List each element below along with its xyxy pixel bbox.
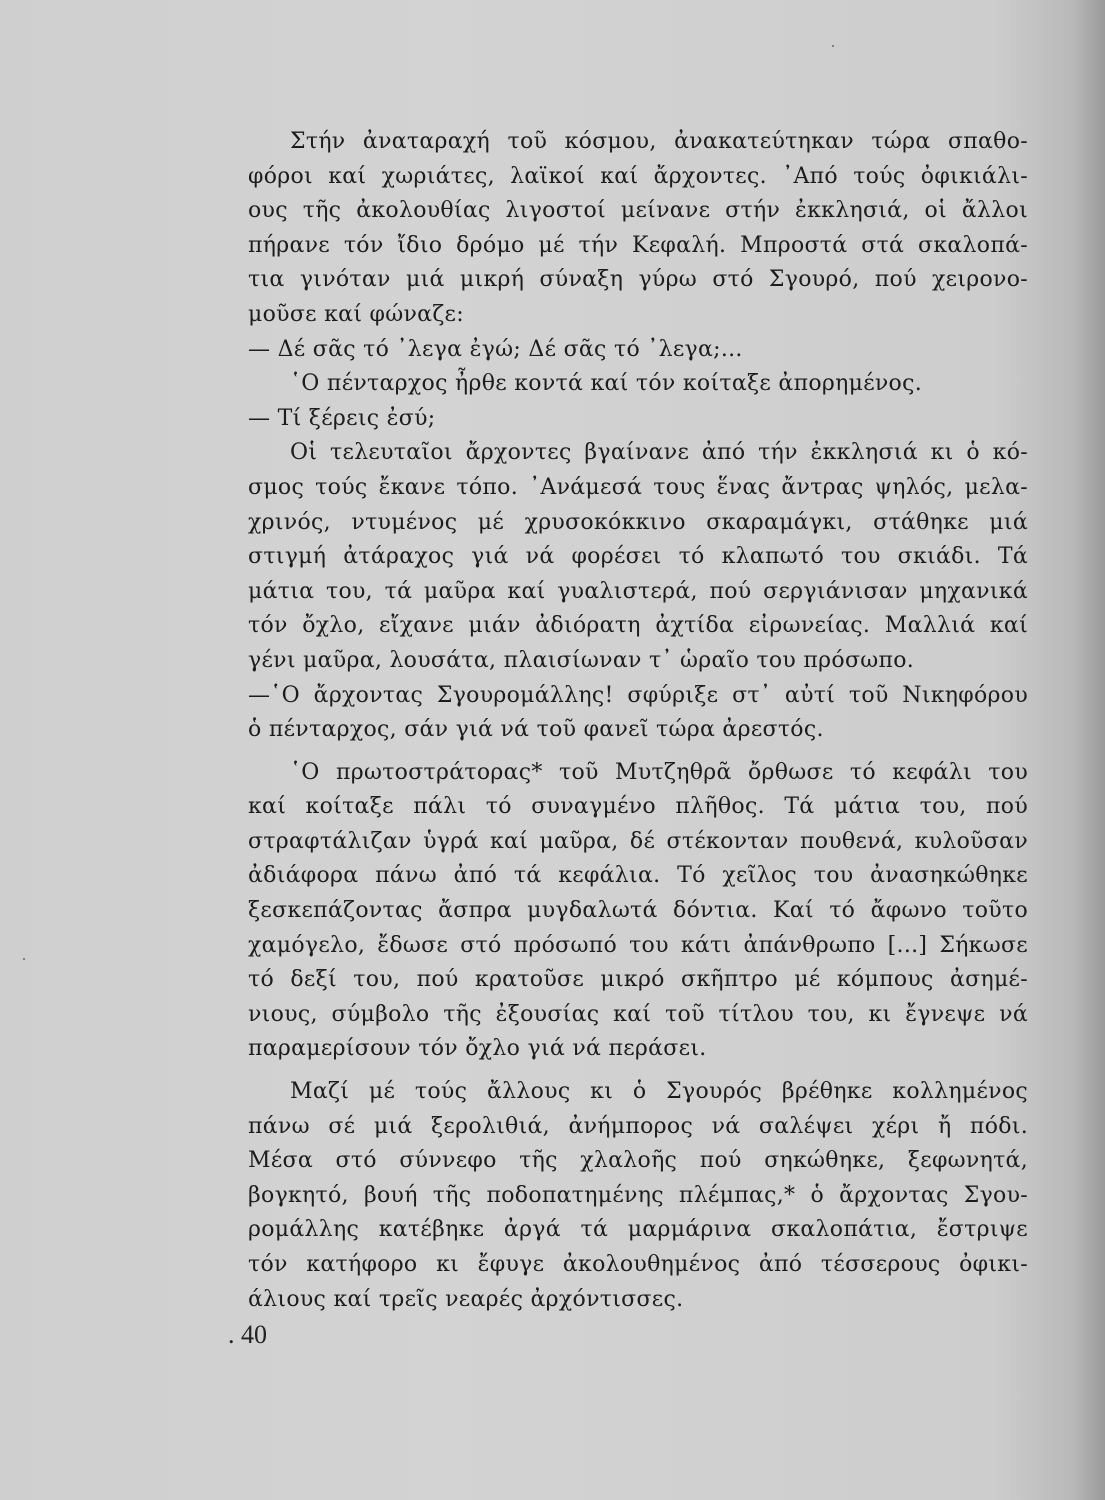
text-line-34: άλιους καί τρεῖς νεαρές ἀρχόντισσες. [248,1286,684,1312]
text-line-2: φόροι καί χωριάτες, λαϊκοί καί ἄρχοντες. ᾿Από τούς ὀφικιάλι- [248,163,1028,189]
text-line-6: μοῦσε καί φώναζε: [248,301,464,327]
text-line-13: στιγμή ἀτάραχος γιά νά φορέσει τό κλαπωτό του σκιάδι. Τά [248,544,1028,570]
scan-speck [832,45,834,47]
text-line-27: παραμερίσουν τόν ὄχλο γιά νά περάσει. [248,1036,707,1062]
text-line-14: μάτια του, τά μαῦρα καί γυαλιστερά, πού σεργιάνισαν μηχανικά [248,578,1028,604]
text-line-15: τόν ὄχλο, εἴχανε μιάν ἀδιόρατη ἀχτίδα εἰρωνείας. Μαλλιά καί [248,613,1028,639]
text-line-10: Οἱ τελευταῖοι ἄρχοντες βγαίνανε ἀπό τήν ἐκκλησιά κι ὁ κό- [290,440,1028,466]
text-line-25: τό δεξί του, πού κρατοῦσε μικρό σκῆπτρο μέ κόμπους ἀσημέ- [248,967,1028,993]
text-line-26: νιους, σύμβολο τῆς ἐξουσίας καί τοῦ τίτλου του, κι ἔγνεψε νά [248,1001,1028,1027]
text-line-20: καί κοίταξε πάλι τό συναγμένο πλῆθος. Τά μάτια του, πού [248,794,1028,820]
text-line-12: χρινός, ντυμένος μέ χρυσοκόκκινο σκαραμάγκι, στάθηκε μιά [248,509,1028,535]
text-line-19: ῾Ο πρωτοστράτορας* τοῦ Μυτζηθρᾶ ὄρθωσε τό κεφάλι του [290,759,1028,785]
body-text [248,125,1028,1317]
text-line-33: τόν κατήφορο κι ἔφυγε ἀκολουθημένος ἀπό τέσσερους ὀφικι- [248,1252,1028,1277]
text-line-1: Στήν ἀναταραχή τοῦ κόσμου, ἀνακατεύτηκαν τώρα σπαθο- [290,129,1028,154]
text-line-23: ξεσκεπάζοντας ἄσπρα μυγδαλωτά δόντια. Καί τό ἄφωνο τοῦτο [248,898,1028,924]
text-line-29: πάνω σέ μιά ξερολιθιά, ἀνήμπορος νά σαλέψει χέρι ἤ πόδι. [248,1113,1028,1139]
text-line-28: Μαζί μέ τούς ἄλλους κι ὁ Σγουρός βρέθηκε κολλημένος [290,1079,1028,1105]
text-line-8: ῾Ο πένταρχος ἦρθε κοντά καί τόν κοίταξε ἀπορημένος. [290,371,923,397]
text-line-30: Μέσα στό σύννεφο τῆς χλαλοῆς πού σηκώθηκε, ξεφωνητά, [248,1148,1028,1174]
page-number: . 40 [228,1320,267,1349]
text-line-17: —῾Ο ἄρχοντας Σγουρομάλλης! σφύριξε στ᾿ αὐτί τοῦ Νικηφόρου [248,682,1028,708]
text-line-16: γένι μαῦρα, λουσάτα, πλαισίωναν τ᾿ ὡραῖο του πρόσωπο. [248,647,915,673]
text-line-9: — Τί ξέρεις ἐσύ; [248,405,436,431]
text-line-18: ὁ πένταρχος, σάν γιά νά τοῦ φανεῖ τώρα ἀρεστός. [248,717,824,743]
text-line-21: στραφτάλιζαν ὑγρά καί μαῦρα, δέ στέκονταν πουθενά, κυλοῦσαν [248,828,1028,854]
text-line-31: βογκητό, βουή τῆς ποδοπατημένης πλέμπας,* ὁ ἄρχοντας Σγου- [248,1182,1028,1208]
text-line-7: — Δέ σᾶς τό ᾿λεγα ἐγώ; Δέ σᾶς τό ᾿λεγα;... [248,336,743,362]
text-line-32: ρομάλλης κατέβηκε ἀργά τά μαρμάρινα σκαλοπάτια, ἔστριψε [248,1217,1028,1243]
text-line-22: ἀδιάφορα πάνω ἀπό τά κεφάλια. Τό χεῖλος του ἀνασηκώθηκε [248,863,1028,889]
text-line-24: χαμόγελο, ἔδωσε στό πρόσωπό του κάτι ἀπάνθρωπο [...] Σήκωσε [248,932,1028,958]
text-line-11: σμος τούς ἔκανε τόπο. ᾿Ανάμεσά τους ἕνας ἄντρας ψηλός, μελα- [248,474,1028,500]
text-line-5: τια γινόταν μιά μικρή σύναξη γύρω στό Σγουρό, πού χειρονο- [248,267,1028,293]
text-line-4: πήρανε τόν ἴδιο δρόμο μέ τήν Κεφαλή. Μπροστά στά σκαλοπά- [248,232,1028,258]
scan-speck [23,958,25,960]
text-line-3: ους τῆς ἀκολουθίας λιγοστοί μείνανε στήν ἐκκλησιά, οἱ ἄλλοι [248,198,1028,224]
